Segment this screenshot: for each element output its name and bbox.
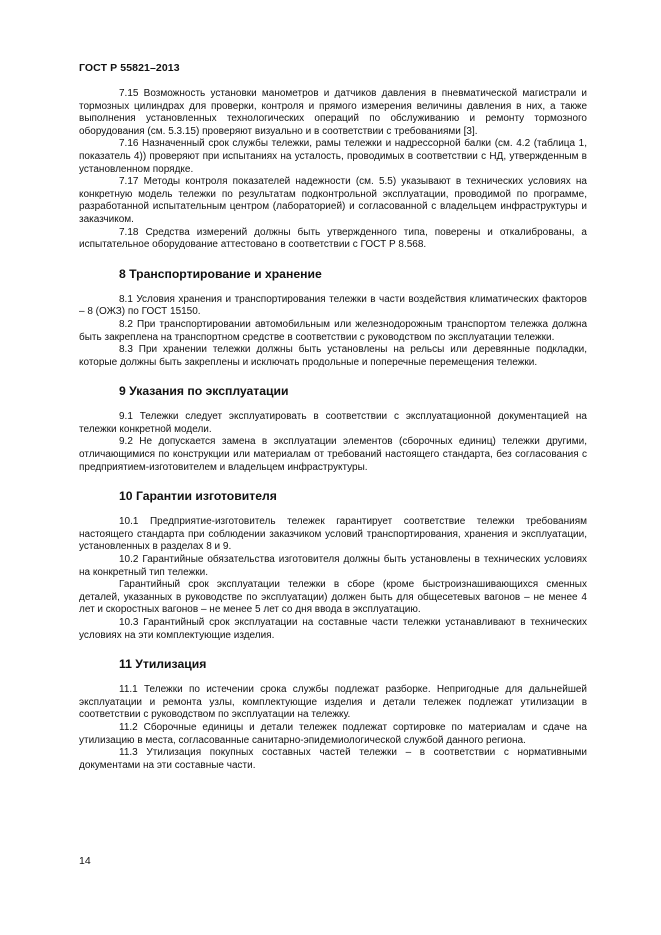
- paragraph-9-2: 9.2 Не допускается замена в эксплуатации элементов (сборочных единиц) тележки другими, отличающимися по конструкции или материалам от требований настоящего стандарта, без согласования с предприятием-изготовителем и владельцем инфраструктуры.: [79, 436, 587, 473]
- section-10-heading: 10 Гарантии изготовителя: [119, 489, 277, 504]
- document-standard-header: ГОСТ Р 55821–2013: [79, 62, 180, 74]
- paragraph-11-3: 11.3 Утилизация покупных составных частей тележки – в соответствии с нормативными документами на эти составные части.: [79, 747, 587, 771]
- page-number: 14: [79, 855, 91, 867]
- paragraph-8-3: 8.3 При хранении тележки должны быть установлены на рельсы или деревянные подкладки, которые должны быть закреплены и исключать продольные и поперечные перемещения тележки.: [79, 344, 587, 368]
- section-8-heading: 8 Транспортирование и хранение: [119, 266, 322, 281]
- paragraph-11-1: 11.1 Тележки по истечении срока службы подлежат разборке. Непригодные для дальнейшей эксплуатации и ремонта узлы, комплектующие изделия и детали тележек подлежат утилизации в соответствии с руководством по эксплуатации на тележку.: [79, 684, 587, 721]
- paragraph-10-2: 10.2 Гарантийные обязательства изготовителя должны быть установлены в технических условиях на конкретный тип тележки.: [79, 554, 587, 578]
- paragraph-11-2: 11.2 Сборочные единицы и детали тележек подлежат сортировке по материалам и сдаче на утилизацию в места, согласованные санитарно-эпидемиологической службой данного региона.: [79, 721, 587, 746]
- paragraph-9-1: 9.1 Тележки следует эксплуатировать в соответствии с эксплуатационной документацией на тележки конкретной модели.: [79, 411, 587, 435]
- paragraph-10-1: 10.1 Предприятие-изготовитель тележек гарантирует соответствие тележки требованиям настоящего стандарта при соблюдении заказчиком условий транспортирования, хранения и эксплуатации, установленных в разделах 8 и 9.: [79, 516, 587, 553]
- paragraph-7-17: 7.17 Методы контроля показателей надежности (см. 5.5) указывают в технических условиях на конкретную модель тележки по результатам подконтрольной эксплуатации, проводимой по программе, разработанной испытательным центром (лабораторией) и согласованной с владельцем инфраструктуры и заказчиком.: [79, 176, 587, 225]
- paragraph-8-2: 8.2 При транспортировании автомобильным или железнодорожным транспортом тележка должна быть закреплена на транспортном средстве в соответствии с руководством по эксплуатации тележки.: [79, 318, 587, 343]
- paragraph-7-15: 7.15 Возможность установки манометров и датчиков давления в пневматической магистрали и тормозных цилиндрах для проверки, контроля и прямого измерения величины давления в них, а также выполнения установленных технологических операций по обслуживанию и ремонту тормозного оборудования (см. 5.3.15) проверяют визуально и в соответствии с требованиями [3].: [79, 88, 587, 137]
- paragraph-8-1: 8.1 Условия хранения и транспортирования тележки в части воздействия климатических факторов – 8 (ОЖЗ) по ГОСТ 15150.: [79, 293, 587, 318]
- paragraph-7-18: 7.18 Средства измерений должны быть утвержденного типа, поверены и откалиброваны, а испытательное оборудование аттестовано в соответствии с ГОСТ Р 8.568.: [79, 226, 587, 251]
- section-11-heading: 11 Утилизация: [119, 657, 207, 672]
- paragraph-7-16: 7.16 Назначенный срок службы тележки, рамы тележки и надрессорной балки (см. 4.2 (таблица 1, показатель 4)) проверяют при испытаниях на усталость, проводимых в соответствии с НД, утвержденным в установленном порядке.: [79, 138, 587, 175]
- paragraph-10-3: 10.3 Гарантийный срок эксплуатации на составные части тележки устанавливают в технических условиях на эти комплектующие изделия.: [79, 617, 587, 641]
- section-9-heading: 9 Указания по эксплуатации: [119, 384, 289, 399]
- paragraph-10-warranty: Гарантийный срок эксплуатации тележки в сборе (кроме быстроизнашивающихся сменных деталей, указанных в руководстве по эксплуатации) должен быть для общесетевых вагонов – не менее 4 лет и скоростных вагонов – не менее 5 лет со дня ввода в эксплуатацию.: [79, 579, 587, 616]
- page-body: [79, 88, 587, 772]
